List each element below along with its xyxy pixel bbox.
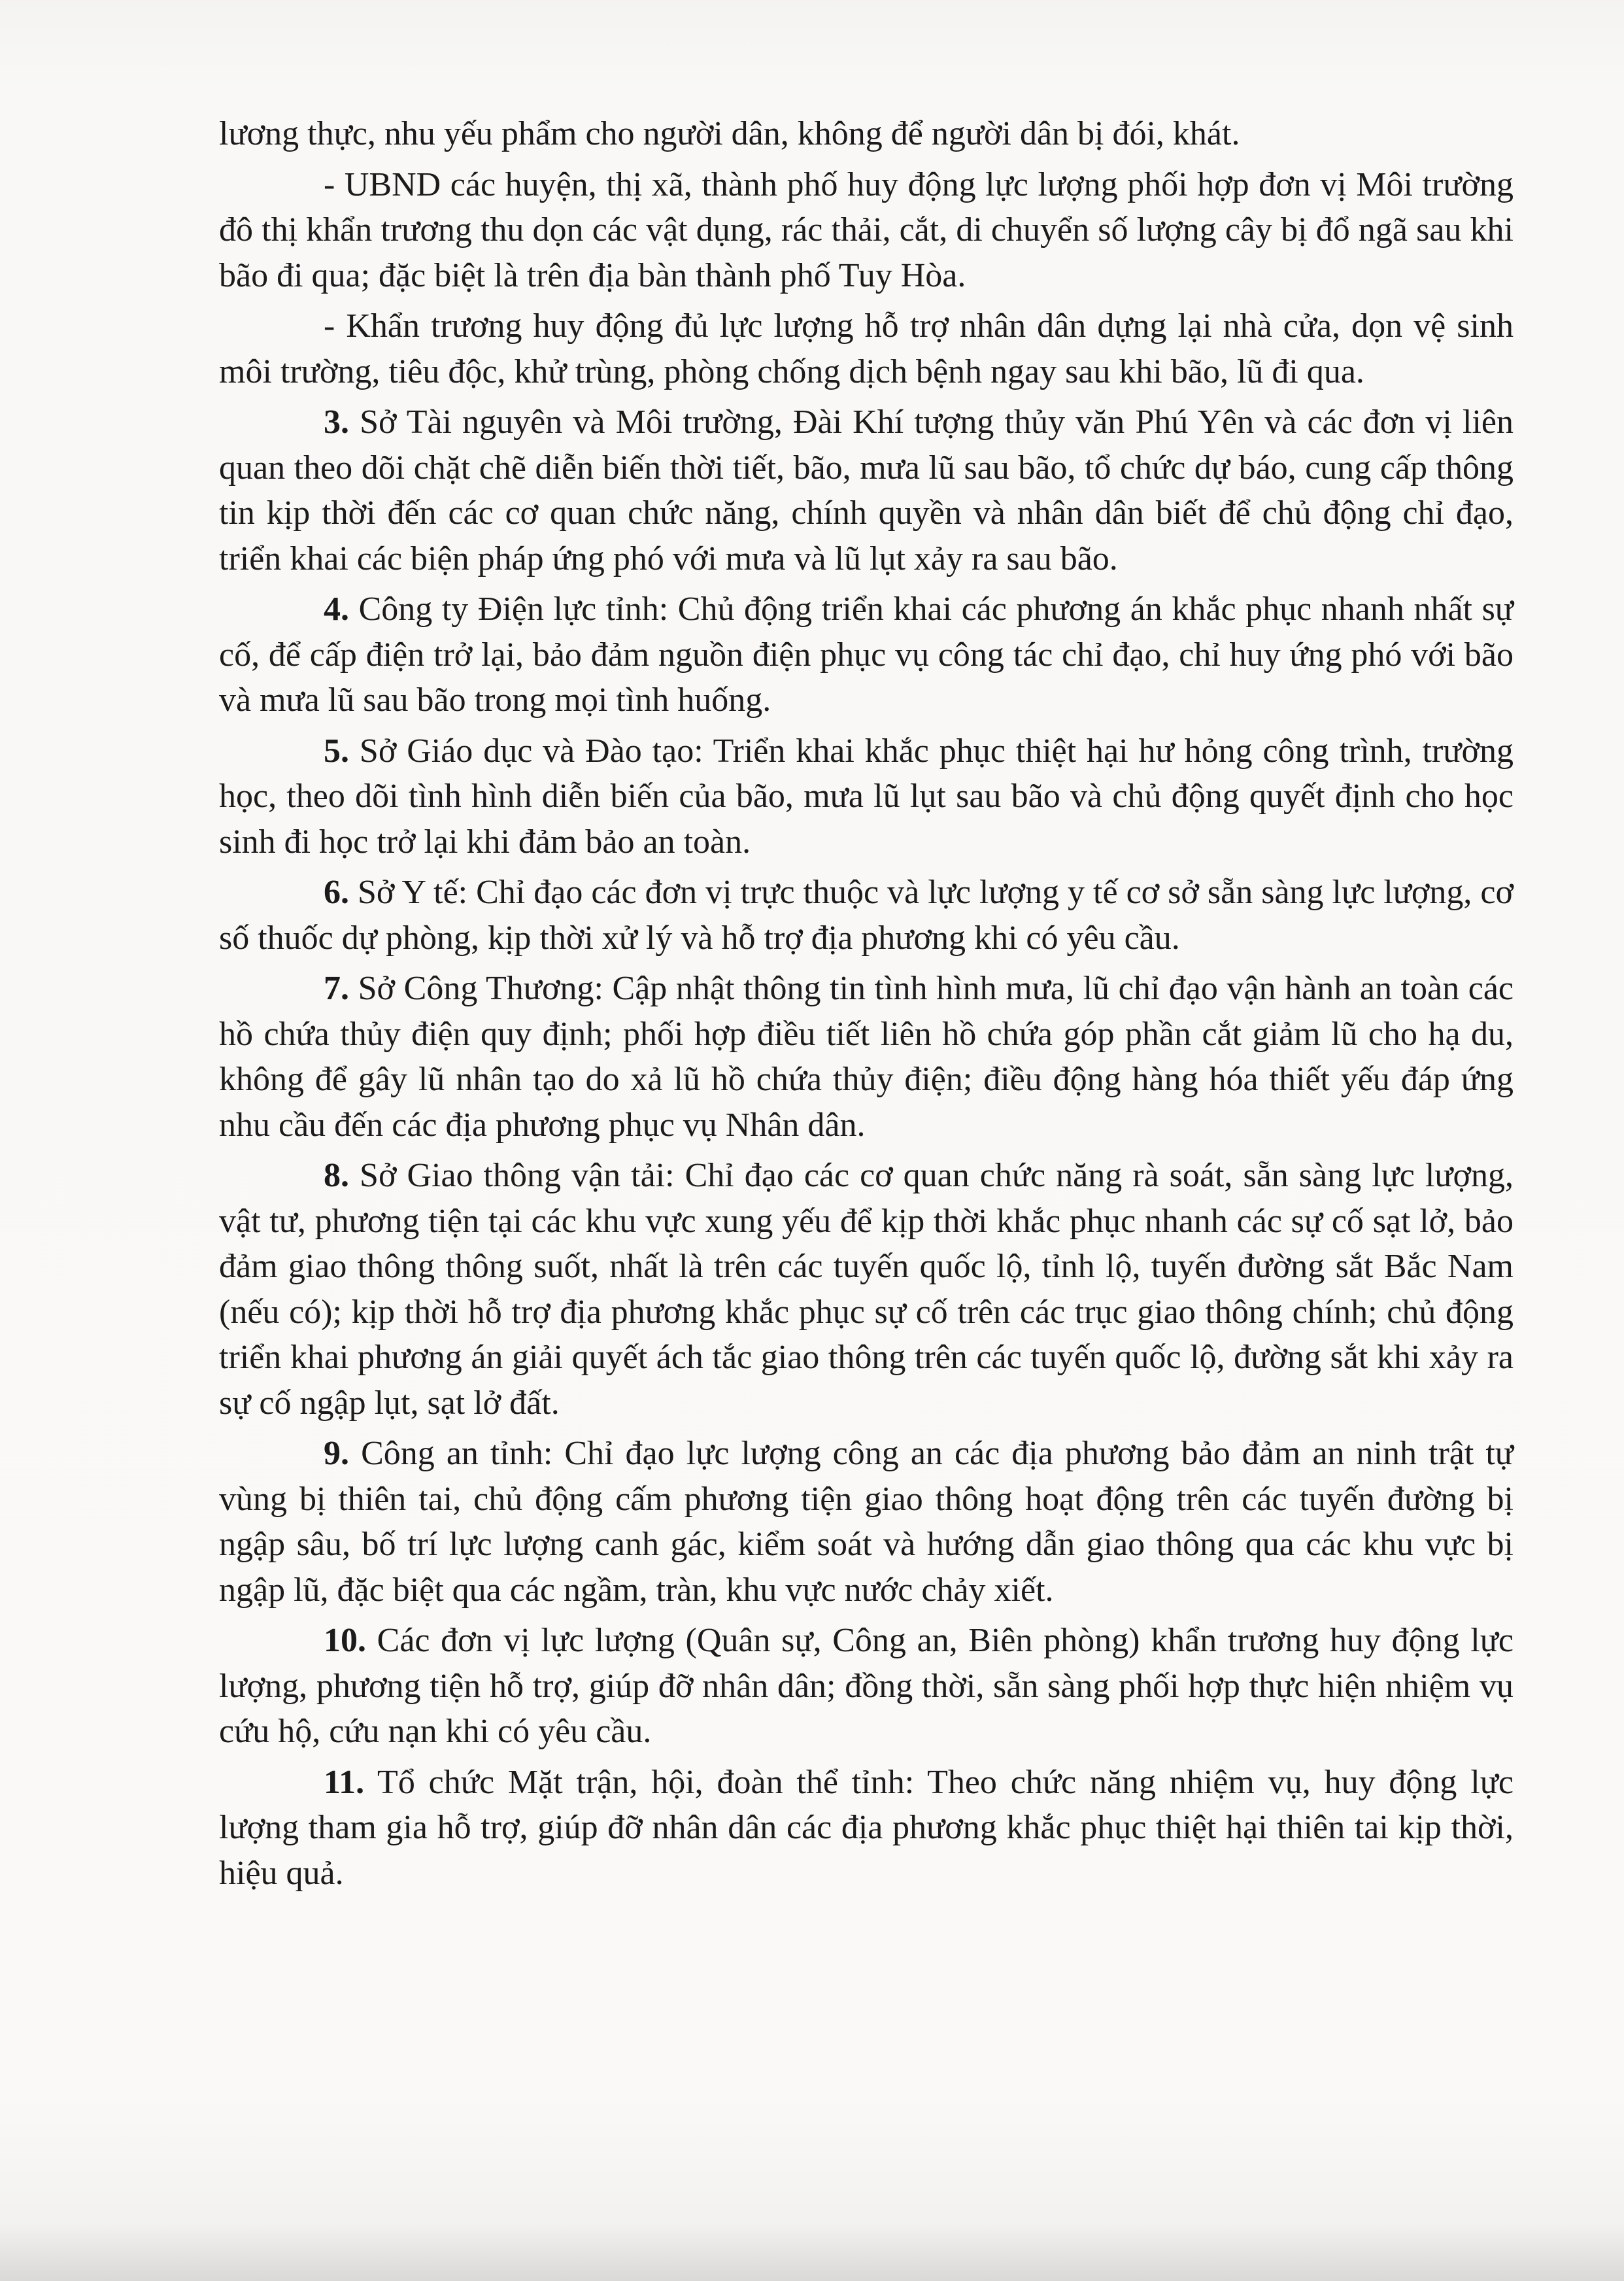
paragraph-item-10 (219, 1618, 1514, 1755)
paragraph-text: Sở Giáo dục và Đào tạo: Triển khai khắc phục thiệt hại hư hỏng công trình, trường học, theo dõi tình hình diễn biến của bão, mưa lũ lụt sau bão và chủ động quyết định cho học sinh đi học trở lại khi đảm bảo an toàn. (219, 732, 1514, 861)
paragraph-text: - Khẩn trương huy động đủ lực lượng hỗ trợ nhân dân dựng lại nhà cửa, dọn vệ sinh môi trường, tiêu độc, khử trùng, phòng chống dịch bệnh ngay sau khi bão, lũ đi qua. (219, 307, 1514, 390)
paragraph-item-8 (219, 1153, 1514, 1426)
paragraph-ubnd-cleanup (219, 162, 1514, 299)
paragraph-item-7 (219, 966, 1514, 1148)
paragraph-text: Công ty Điện lực tỉnh: Chủ động triển khai các phương án khắc phục nhanh nhất sự cố, để cấp điện trở lại, bảo đảm nguồn điện phục vụ công tác chỉ đạo, chỉ huy ứng phó với bão và mưa lũ sau bão trong mọi tình huống. (219, 591, 1514, 719)
paragraph-text: - UBND các huyện, thị xã, thành phố huy động lực lượng phối hợp đơn vị Môi trường đô thị khẩn trương thu dọn các vật dụng, rác thải, cắt, di chuyển số lượng cây bị đổ ngã sau khi bão đi qua; đặc biệt là trên địa bàn thành phố Tuy Hòa. (219, 165, 1514, 294)
item-number: 5. (324, 732, 349, 770)
paragraph-text: Công an tỉnh: Chỉ đạo lực lượng công an các địa phương bảo đảm an ninh trật tự vùng bị thiên tai, chủ động cấm phương tiện giao thông hoạt động trên các tuyến đường bị ngập sâu, bố trí lực lượng canh gác, kiểm soát và hướng dẫn giao thông qua các khu vực bị ngập lũ, đặc biệt qua các ngầm, tràn, khu vực nước chảy xiết. (219, 1435, 1514, 1609)
item-number: 6. (324, 874, 349, 911)
item-number: 7. (324, 970, 349, 1007)
document-body (219, 111, 1514, 1901)
item-number: 3. (324, 403, 349, 441)
scan-bottom-shadow (0, 2223, 1624, 2281)
paragraph-text: Sở Y tế: Chỉ đạo các đơn vị trực thuộc và lực lượng y tế cơ sở sẵn sàng lực lượng, cơ số thuốc dự phòng, kịp thời xử lý và hỗ trợ địa phương khi có yêu cầu. (219, 874, 1514, 957)
item-number: 8. (324, 1157, 349, 1194)
paragraph-text: Các đơn vị lực lượng (Quân sự, Công an, Biên phòng) khẩn trương huy động lực lượng, phương tiện hỗ trợ, giúp đỡ nhân dân; đồng thời, sẵn sàng phối hợp thực hiện nhiệm vụ cứu hộ, cứu nạn khi có yêu cầu. (219, 1622, 1514, 1750)
paragraph-text: lương thực, nhu yếu phẩm cho người dân, không để người dân bị đói, khát. (219, 115, 1240, 152)
paragraph-item-11 (219, 1760, 1514, 1896)
item-number: 9. (324, 1435, 349, 1472)
paragraph-text: Sở Giao thông vận tải: Chỉ đạo các cơ quan chức năng rà soát, sẵn sàng lực lượng, vật tư, phương tiện tại các khu vực xung yếu để kịp thời khắc phục nhanh các sự cố sạt lở, bảo đảm giao thông thông suốt, nhất là trên các tuyến quốc lộ, tỉnh lộ, tuyến đường sắt Bắc Nam (nếu có); kịp thời hỗ trợ địa phương khắc phục sự cố trên các trục giao thông chính; chủ động triển khai phương án giải quyết ách tắc giao thông trên các tuyến quốc lộ, đường sắt khi xảy ra sự cố ngập lụt, sạt lở đất. (219, 1157, 1514, 1422)
paragraph-continuation (219, 111, 1514, 157)
paragraph-text: Sở Tài nguyên và Môi trường, Đài Khí tượng thủy văn Phú Yên và các đơn vị liên quan theo dõi chặt chẽ diễn biến thời tiết, bão, mưa lũ sau bão, tổ chức dự báo, cung cấp thông tin kịp thời đến các cơ quan chức năng, chính quyền và nhân dân biết để chủ động chỉ đạo, triển khai các biện pháp ứng phó với mưa và lũ lụt xảy ra sau bão. (219, 403, 1514, 577)
paragraph-text: Sở Công Thương: Cập nhật thông tin tình hình mưa, lũ chỉ đạo vận hành an toàn các hồ chứa thủy điện quy định; phối hợp điều tiết liên hồ chứa góp phần cắt giảm lũ cho hạ du, không để gây lũ nhân tạo do xả lũ hồ chứa thủy điện; điều động hàng hóa thiết yếu đáp ứng nhu cầu đến các địa phương phục vụ Nhân dân. (219, 970, 1514, 1144)
paragraph-item-6 (219, 870, 1514, 961)
paragraph-item-4 (219, 587, 1514, 723)
paragraph-item-9 (219, 1431, 1514, 1613)
item-number: 4. (324, 591, 349, 628)
paragraph-text: Tổ chức Mặt trận, hội, đoàn thể tỉnh: Theo chức năng nhiệm vụ, huy động lực lượng tham gia hỗ trợ, giúp đỡ nhân dân các địa phương khắc phục thiệt hại thiên tai kịp thời, hiệu quả. (219, 1763, 1514, 1892)
item-number: 10. (324, 1622, 366, 1659)
paragraph-item-5 (219, 729, 1514, 865)
paragraph-item-3 (219, 400, 1514, 581)
item-number: 11. (324, 1763, 365, 1801)
paragraph-rebuild-support (219, 303, 1514, 394)
